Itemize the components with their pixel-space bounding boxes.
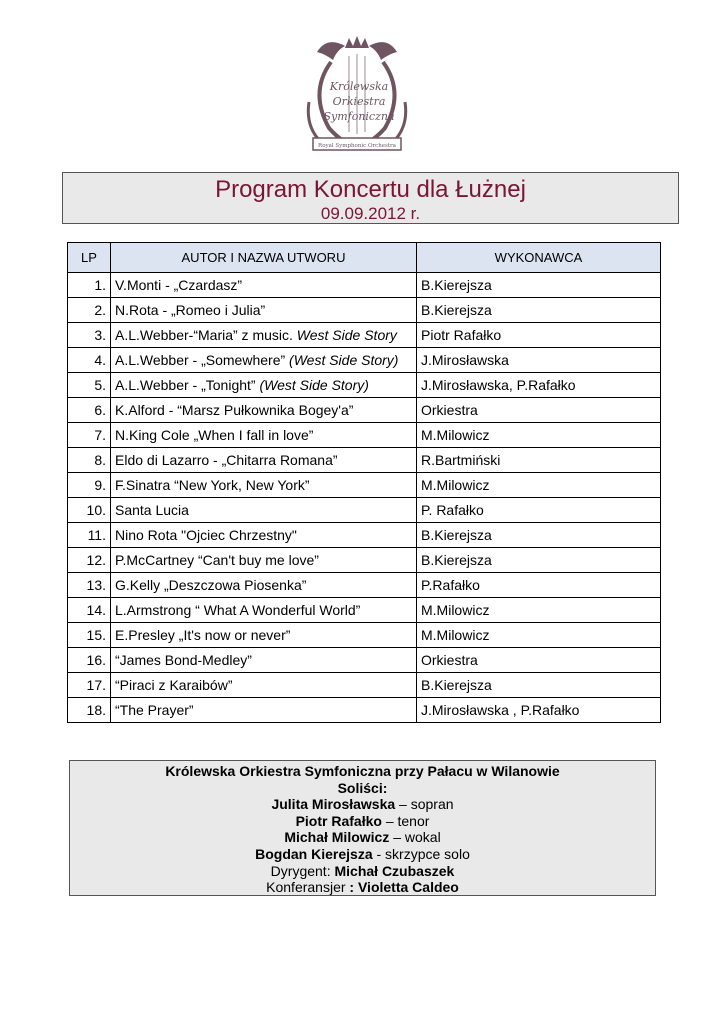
row-performer: M.Milowicz [417, 423, 661, 448]
orchestra-name: Królewska Orkiestra Symfoniczna przy Pałacu w Wilanowie [165, 763, 560, 779]
row-number: 3. [68, 323, 111, 348]
program-table [67, 242, 661, 723]
row-work: “The Prayer” [111, 698, 417, 723]
soloists-label: Soliści: [337, 779, 388, 796]
title-box [62, 172, 679, 224]
row-performer: B.Kierejsza [417, 548, 661, 573]
row-work: Eldo di Lazarro - „Chitarra Romana” [111, 448, 417, 473]
conductor-line: Dyrygent: Michał Czubaszek [270, 862, 455, 879]
row-number: 6. [68, 398, 111, 423]
row-number: 8. [68, 448, 111, 473]
row-number: 14. [68, 598, 111, 623]
host-line: Konferansjer : Violetta Caldeo [266, 879, 459, 896]
row-work: “Piraci z Karaibów” [111, 673, 417, 698]
table-row [68, 323, 661, 348]
table-row [68, 398, 661, 423]
row-number: 1. [68, 273, 111, 298]
row-performer: P.Rafałko [417, 573, 661, 598]
soloist-line: Julita Mirosławska – sopran [271, 796, 454, 813]
row-number: 11. [68, 523, 111, 548]
table-row [68, 523, 661, 548]
table-row [68, 273, 661, 298]
row-performer: M.Milowicz [417, 598, 661, 623]
table-row [68, 673, 661, 698]
row-number: 10. [68, 498, 111, 523]
row-performer: B.Kierejsza [417, 273, 661, 298]
row-performer: R.Bartmiński [417, 448, 661, 473]
column-header-lp: LP [68, 243, 111, 273]
row-performer: J.Mirosławska [417, 348, 661, 373]
row-number: 15. [68, 623, 111, 648]
row-number: 4. [68, 348, 111, 373]
row-number: 5. [68, 373, 111, 398]
row-performer: P. Rafałko [417, 498, 661, 523]
row-number: 13. [68, 573, 111, 598]
row-work: K.Alford - “Marsz Pułkownika Bogey'a” [111, 398, 417, 423]
row-work: A.L.Webber-“Maria” z music. West Side Story [111, 323, 417, 348]
svg-text:Orkiestra: Orkiestra [332, 95, 386, 108]
row-work: Nino Rota "Ojciec Chrzestny" [111, 523, 417, 548]
soloist-line: Michał Milowicz – wokal [284, 829, 441, 846]
soloist-line: Bogdan Kierejsza - skrzypce solo [255, 845, 470, 862]
table-row [68, 598, 661, 623]
row-work: “James Bond-Medley” [111, 648, 417, 673]
svg-text:Królewska: Królewska [329, 80, 389, 93]
row-work: A.L.Webber - „Somewhere” (West Side Story) [111, 348, 417, 373]
row-performer: Orkiestra [417, 648, 661, 673]
credits-box [69, 760, 656, 896]
row-work: E.Presley „It's now or never” [111, 623, 417, 648]
row-number: 12. [68, 548, 111, 573]
row-number: 16. [68, 648, 111, 673]
row-number: 9. [68, 473, 111, 498]
row-performer: J.Mirosławska , P.Rafałko [417, 698, 661, 723]
table-row [68, 573, 661, 598]
row-number: 2. [68, 298, 111, 323]
row-work: N.Rota - „Romeo i Julia” [111, 298, 417, 323]
row-work: G.Kelly „Deszczowa Piosenka” [111, 573, 417, 598]
table-row [68, 698, 661, 723]
row-performer: Orkiestra [417, 398, 661, 423]
row-performer: M.Milowicz [417, 623, 661, 648]
table-row [68, 348, 661, 373]
row-performer: B.Kierejsza [417, 673, 661, 698]
row-performer: M.Milowicz [417, 473, 661, 498]
page-title: Program Koncertu dla Łużnej [215, 176, 526, 203]
table-row [68, 448, 661, 473]
table-row [68, 373, 661, 398]
row-number: 18. [68, 698, 111, 723]
concert-date: 09.09.2012 r. [320, 204, 421, 223]
table-row [68, 298, 661, 323]
row-number: 7. [68, 423, 111, 448]
row-performer: Piotr Rafałko [417, 323, 661, 348]
row-performer: J.Mirosławska, P.Rafałko [417, 373, 661, 398]
row-work: A.L.Webber - „Tonight” (West Side Story) [111, 373, 417, 398]
row-work: L.Armstrong “ What A Wonderful World” [111, 598, 417, 623]
row-number: 17. [68, 673, 111, 698]
svg-text:Royal Symphonic Orchestra: Royal Symphonic Orchestra [318, 143, 396, 149]
column-header-work: AUTOR I NAZWA UTWORU [111, 243, 417, 273]
table-row [68, 498, 661, 523]
row-work: N.King Cole „When I fall in love” [111, 423, 417, 448]
table-row [68, 648, 661, 673]
row-performer: B.Kierejsza [417, 523, 661, 548]
table-header-row [68, 243, 661, 273]
table-row [68, 423, 661, 448]
table-row [68, 473, 661, 498]
table-row [68, 623, 661, 648]
soloist-line: Piotr Rafałko – tenor [295, 812, 430, 829]
column-header-performer: WYKONAWCA [417, 243, 661, 273]
table-row [68, 548, 661, 573]
row-performer: B.Kierejsza [417, 298, 661, 323]
row-work: P.McCartney “Can't buy me love” [111, 548, 417, 573]
row-work: F.Sinatra “New York, New York” [111, 473, 417, 498]
row-work: V.Monti - „Czardasz” [111, 273, 417, 298]
orchestra-logo [287, 32, 427, 160]
svg-text:Symfoniczna: Symfoniczna [323, 110, 395, 123]
row-work: Santa Lucia [111, 498, 417, 523]
